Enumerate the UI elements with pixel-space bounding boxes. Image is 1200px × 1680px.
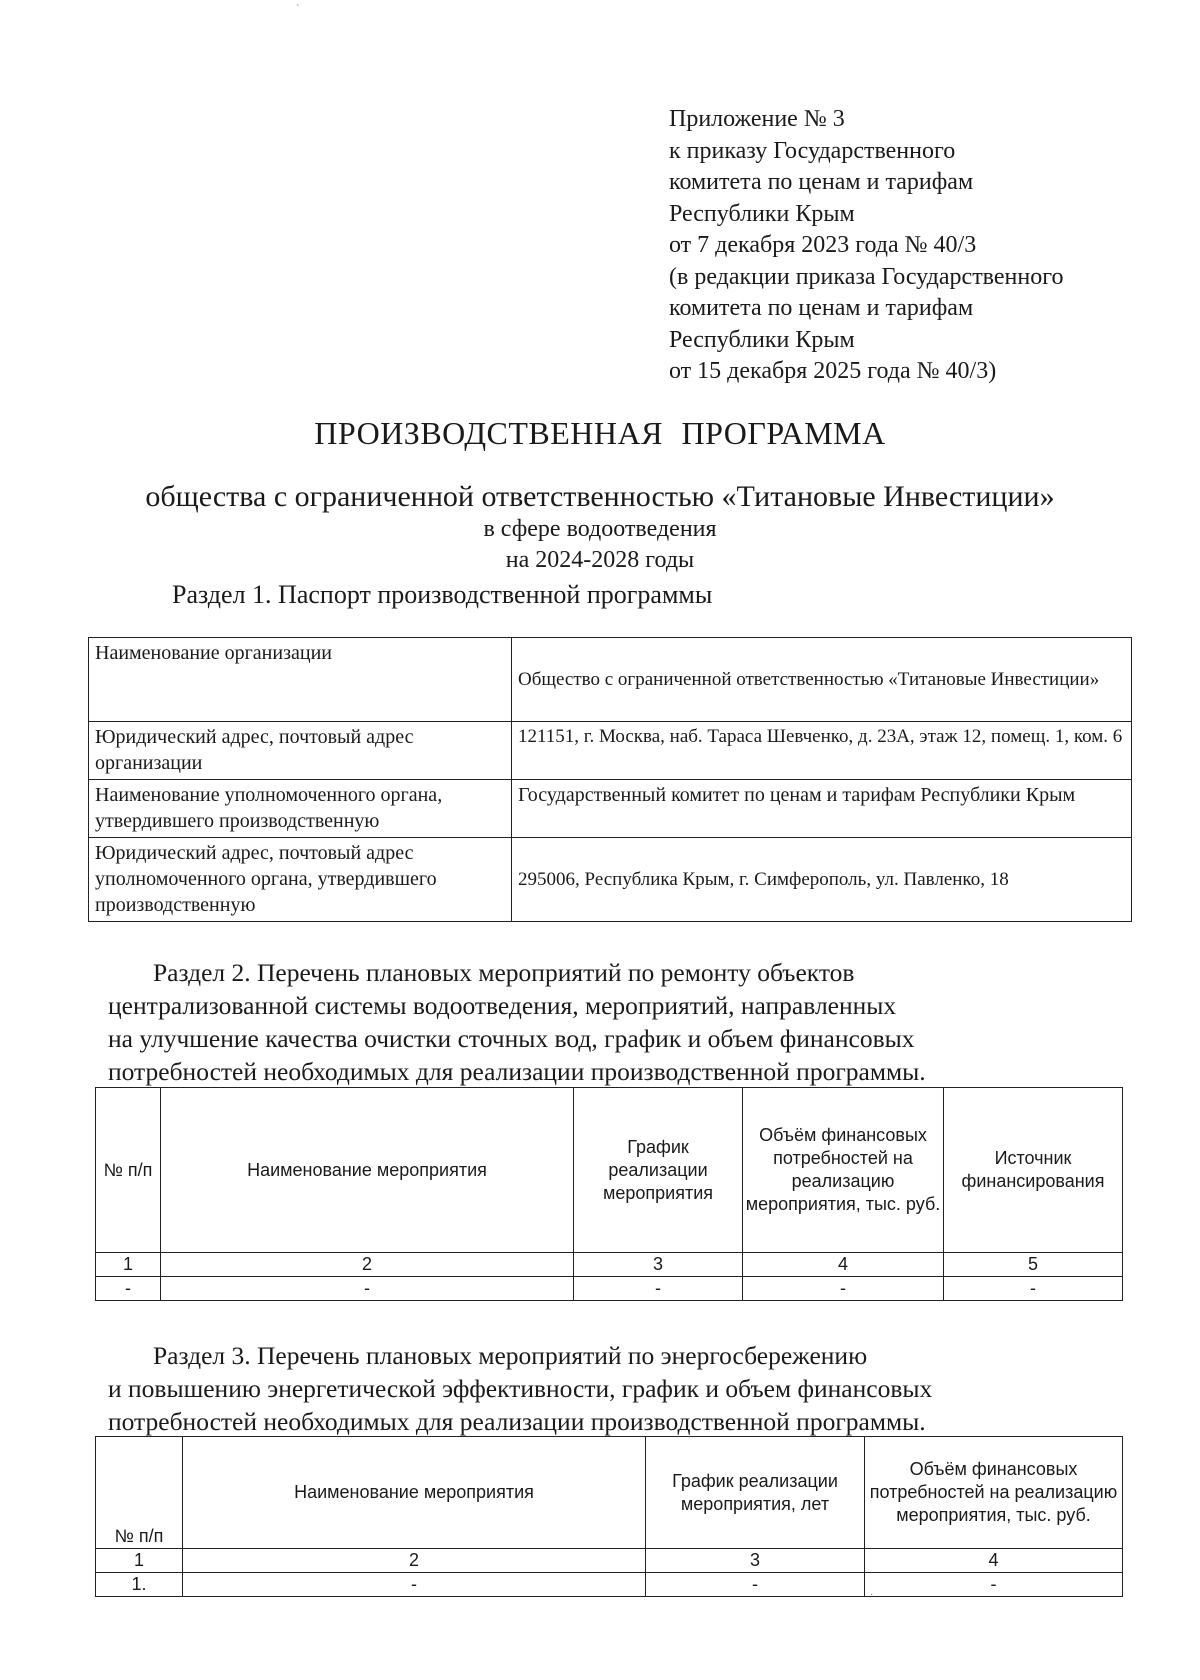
section2-line: Раздел 2. Перечень плановых мероприятий по ремонту объектов [153, 958, 855, 987]
organization-title: общества с ограниченной ответственностью «Титановые Инвестиции» [145, 480, 1055, 513]
data-cell: - [646, 1573, 865, 1597]
passport-value: 295006, Республика Крым, г. Симферополь, ул. Павленко, 18 [512, 838, 1132, 922]
passport-label: Наименование организации [89, 638, 512, 722]
section2-line: централизованной системы водоотведения, мероприятий, направленных [108, 991, 897, 1020]
document-title: ПРОИЗВОДСТВЕННАЯ ПРОГРАММА [314, 415, 886, 451]
number-cell: 2 [161, 1253, 574, 1277]
period-line: на 2024-2028 годы [505, 547, 695, 573]
data-cell: - [743, 1277, 944, 1301]
scan-mark-bottom: · [870, 1590, 874, 1601]
passport-label: Юридический адрес, почтовый адрес уполномоченного органа, утвердившего производственную [89, 838, 512, 922]
appendix-line: от 15 декабря 2025 года № 40/3) [669, 358, 997, 384]
data-cell: - [944, 1277, 1123, 1301]
header-cell: Источник финансирования [944, 1088, 1123, 1253]
appendix-block [669, 104, 1129, 388]
appendix-line: комитета по ценам и тарифам [669, 295, 974, 321]
header-cell: Наименование мероприятия [161, 1088, 574, 1253]
number-cell: 4 [865, 1549, 1123, 1573]
header-cell: График реализации мероприятия [574, 1088, 743, 1253]
sphere-line: в сфере водоотведения [483, 516, 717, 542]
table-number-row [96, 1253, 1123, 1277]
table-number-row [96, 1549, 1123, 1573]
section2-table [95, 1087, 1123, 1301]
table-row [89, 638, 1132, 722]
appendix-line: комитета по ценам и тарифам [669, 169, 974, 195]
passport-table [88, 637, 1132, 922]
passport-value: 121151, г. Москва, наб. Тараса Шевченко, д. 23А, этаж 12, помещ. 1, ком. 6 [512, 722, 1132, 780]
appendix-line: Республики Крым [669, 200, 855, 227]
appendix-line: от 7 декабря 2023 года № 40/3 [669, 232, 977, 258]
data-cell: - [161, 1277, 574, 1301]
number-cell: 5 [944, 1253, 1123, 1277]
section2-line: потребностей необходимых для реализации производственной программы. [108, 1057, 926, 1086]
section3-line: Раздел 3. Перечень плановых мероприятий по энергосбережению [153, 1341, 868, 1370]
section3-heading [108, 1339, 1123, 1438]
appendix-line: (в редакции приказа Государственного [669, 263, 1064, 290]
data-cell: - [96, 1277, 161, 1301]
table-row [89, 722, 1132, 780]
table-header-row [96, 1088, 1123, 1253]
section3-line: и повышению энергетической эффективности, график и объем финансовых [108, 1374, 933, 1403]
table-header-row [96, 1437, 1123, 1549]
header-cell: Наименование мероприятия [183, 1437, 646, 1549]
passport-label: Наименование уполномоченного органа, утвердившего производственную [89, 780, 512, 838]
appendix-line: к приказу Государственного [669, 137, 956, 164]
data-cell: - [183, 1573, 646, 1597]
appendix-line: Приложение № 3 [669, 106, 845, 132]
header-cell: Объём финансовых потребностей на реализацию мероприятия, тыс. руб. [743, 1088, 944, 1253]
table-row [96, 1277, 1123, 1301]
number-cell: 1 [96, 1549, 183, 1573]
scan-mark-top: ` [296, 4, 300, 15]
number-cell: 1 [96, 1253, 161, 1277]
number-cell: 3 [646, 1549, 865, 1573]
appendix-line: Республики Крым [669, 326, 855, 353]
number-cell: 4 [743, 1253, 944, 1277]
section2-heading [108, 956, 1123, 1088]
header-cell: График реализации мероприятия, лет [646, 1437, 865, 1549]
header-cell: № п/п [96, 1437, 183, 1549]
section2-line: на улучшение качества очистки сточных вод, график и объем финансовых [108, 1024, 915, 1053]
table-row [89, 780, 1132, 838]
passport-value: Государственный комитет по ценам и тарифам Республики Крым [512, 780, 1132, 838]
number-cell: 2 [183, 1549, 646, 1573]
passport-label: Юридический адрес, почтовый адрес организации [89, 722, 512, 780]
data-cell: - [865, 1573, 1123, 1597]
table-row [89, 838, 1132, 922]
section3-table [95, 1436, 1123, 1597]
passport-value: Общество с ограниченной ответственностью «Титановые Инвестиции» [512, 638, 1132, 722]
data-cell: - [574, 1277, 743, 1301]
header-cell: № п/п [96, 1088, 161, 1253]
section1-heading: Раздел 1. Паспорт производственной программы [172, 580, 713, 609]
header-cell: Объём финансовых потребностей на реализацию мероприятия, тыс. руб. [865, 1437, 1123, 1549]
data-cell: 1. [96, 1573, 183, 1597]
table-row [96, 1573, 1123, 1597]
section3-line: потребностей необходимых для реализации производственной программы. [108, 1407, 926, 1436]
number-cell: 3 [574, 1253, 743, 1277]
